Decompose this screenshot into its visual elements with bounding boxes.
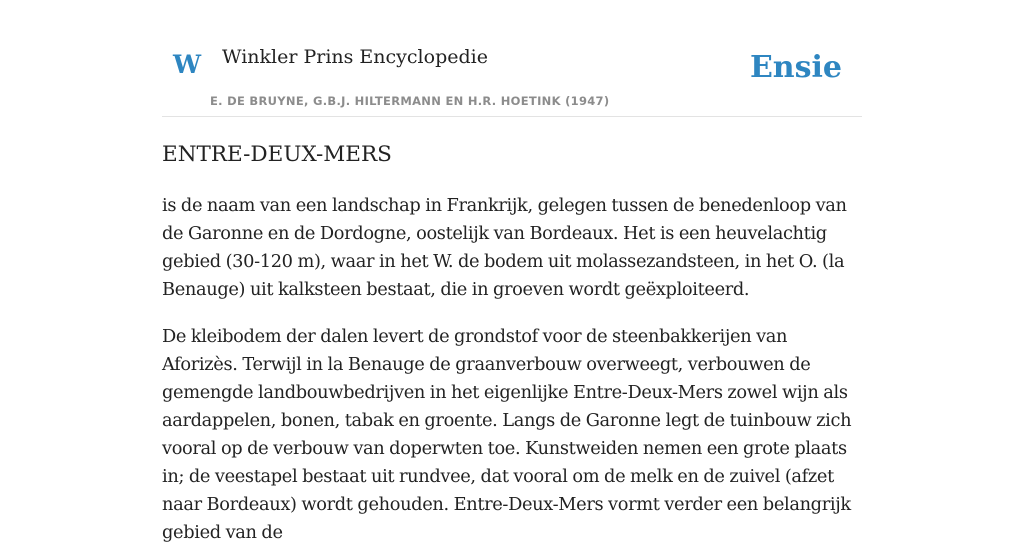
article-paragraph-1: is de naam van een landschap in Frankrijk, gelegen tussen de benedenloop van de Garonne en de Dordogne, oostelijk van Bordeaux. Het is een heuvelachtig gebied (30-120 m), waar in het W. de bodem uit molassezandsteen, in het O. (la Benauge) uit kalksteen bestaat, die in groeven wordt geëxploiteerd.	[162, 195, 847, 300]
article	[162, 138, 862, 547]
site-logo-icon[interactable]: W	[173, 50, 202, 79]
source-authors: E. DE BRUYNE, G.B.J. HILTERMANN EN H.R. HOETINK (1947)	[210, 94, 610, 108]
article-title: ENTRE-DEUX-MERS	[162, 142, 392, 167]
site-title[interactable]: Winkler Prins Encyclopedie	[222, 46, 488, 68]
article-paragraph-2: De kleibodem der dalen levert de grondstof voor de steenbakkerijen van Aforizès. Terwijl in la Benauge de graanverbouw overweegt, verbouwen de gemengde landbouwbedrijven in het eigenlijke Entre-Deux-Mers zowel wijn als aardappelen, bonen, tabak en groente. Langs de Garonne legt de tuinbouw zich vooral op de verbouw van doperwten toe. Kunstweiden nemen een grote plaats in; de veestapel bestaat uit rundvee, dat vooral om de melk en de zuivel (afzet naar Bordeaux) wordt gehouden. Entre-Deux-Mers vormt verder een belangrijk gebied van de	[162, 326, 852, 543]
ensie-brand-link[interactable]: Ensie	[749, 50, 842, 85]
site-header	[162, 0, 862, 117]
